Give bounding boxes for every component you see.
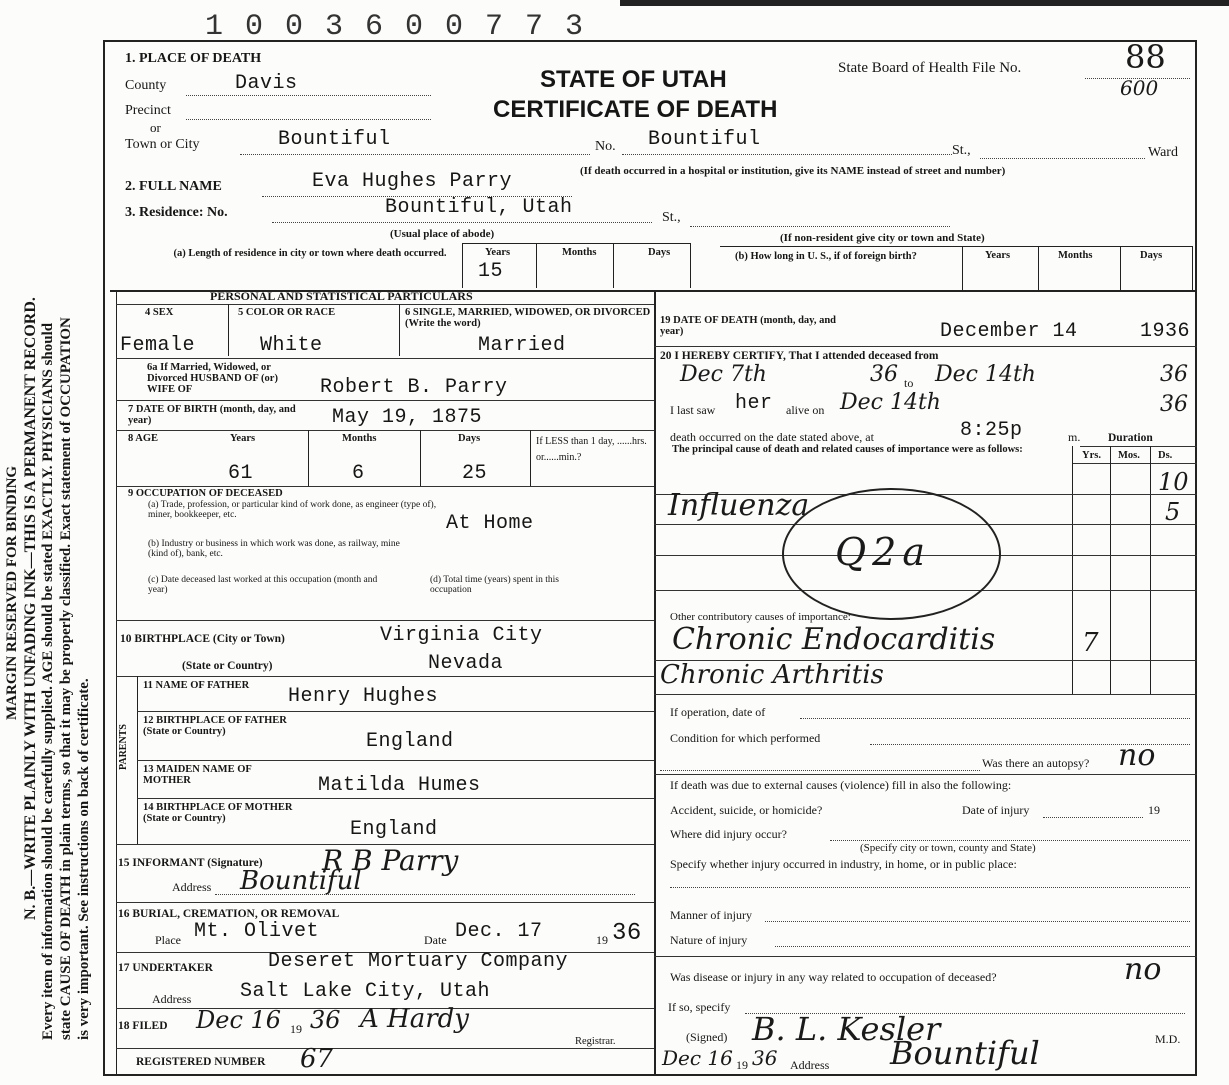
marital-value: Married	[478, 334, 566, 357]
external-causes-label: If death was due to external causes (violence) fill in also the following:	[670, 778, 1012, 792]
manner-injury-label: Manner of injury	[670, 908, 752, 922]
birthplace-state-value: Nevada	[428, 652, 504, 675]
burial-date-label: Date	[424, 933, 447, 947]
other-causes-label: Other contributory causes of importance:	[670, 611, 851, 623]
marital-label: 6 SINGLE, MARRIED, WIDOWED, OR DIVORCED (Write the word)	[405, 307, 651, 330]
mother-birthplace-value: England	[350, 818, 438, 841]
cause-code-value: Q2a	[835, 530, 931, 574]
time-m-label: m.	[1068, 430, 1081, 444]
county-label: County	[125, 78, 167, 93]
occupation-b-label: (b) Industry or business in which work was done, as railway, mine (kind of), bank, etc.	[148, 539, 400, 560]
occupation-related-value: no	[1124, 952, 1162, 987]
parents-side-label: PARENTS	[118, 724, 129, 770]
residence-street-label: St.,	[662, 210, 681, 225]
cause-primary-duration-2: 5	[1165, 498, 1181, 526]
burial-year-value: 36	[612, 920, 642, 947]
occupation-d-label: (d) Total time (years) spent in this occupation	[430, 575, 559, 596]
dob-value: May 19, 1875	[332, 406, 483, 429]
certify-label: 20 I HEREBY CERTIFY, That I attended deceased from	[660, 350, 939, 362]
res-years-value: 15	[478, 260, 504, 283]
injury-date-label: Date of injury	[962, 803, 1030, 817]
informant-address-label: Address	[172, 880, 212, 894]
res-months-header: Months	[562, 247, 597, 258]
birthplace-label: 10 BIRTHPLACE (City or Town)	[120, 633, 285, 645]
if-so-label: If so, specify	[668, 1000, 731, 1014]
alive-on-label: alive on	[786, 403, 825, 417]
nature-injury-label: Nature of injury	[670, 933, 748, 947]
duration-ds-header: Ds.	[1158, 450, 1173, 461]
mother-name-value: Matilda Humes	[318, 774, 481, 797]
file-number-label: State Board of Health File No.	[838, 60, 1022, 76]
duration-yrs-header: Yrs.	[1082, 450, 1101, 461]
operation-label: If operation, date of	[670, 705, 766, 719]
signed-label: (Signed)	[686, 1030, 728, 1044]
town-value: Bountiful	[278, 128, 391, 151]
filed-label: 18 FILED	[118, 1020, 168, 1032]
personal-heading: PERSONAL AND STATISTICAL PARTICULARS	[210, 289, 473, 303]
cause-primary-value: Influenza	[668, 488, 810, 523]
county-value: Davis	[235, 72, 298, 95]
attended-to-value: Dec 14th	[935, 362, 1036, 387]
attended-from-value: Dec 7th	[680, 362, 767, 387]
birthplace-city-value: Virginia City	[380, 624, 543, 647]
time-of-death-value: 8:25p	[960, 419, 1023, 442]
filed-year-value: 36	[310, 1006, 341, 1034]
filed-year-prefix: 19	[290, 1022, 302, 1036]
street-no-value: Bountiful	[648, 128, 761, 151]
occupation-c-label: (c) Date deceased last worked at this occupation (month and year)	[148, 575, 378, 596]
burial-label: 16 BURIAL, CREMATION, OR REMOVAL	[118, 908, 340, 920]
color-label: 5 COLOR OR RACE	[238, 307, 336, 318]
margin-permanent-record-note: N. B.—WRITE PLAINLY WITH UNFADING INK—THIS IS A PERMANENT RECORD.	[22, 297, 39, 920]
cause-primary-duration: 10	[1158, 468, 1189, 496]
father-name-value: Henry Hughes	[288, 685, 439, 708]
registered-number-value: 67	[300, 1044, 334, 1074]
street-no-label: No.	[595, 139, 616, 154]
margin-instructions-line2: state CAUSE OF DEATH in plain terms, so that it may be properly classified. Exact statement of OCCUPATION	[58, 317, 74, 1040]
physician-signature: B. L. Kesler	[752, 1010, 941, 1048]
res-days-header: Days	[648, 247, 671, 258]
attended-to-label: to	[904, 376, 914, 390]
autopsy-value: no	[1118, 738, 1156, 773]
full-name-value: Eva Hughes Parry	[312, 170, 513, 193]
age-years-value: 61	[228, 462, 254, 485]
margin-instructions-line1: Every item of information should be carefully supplied. AGE should be stated EXACTLY. PHYSICIANS should	[40, 322, 56, 1040]
undertaker-address-value: Salt Lake City, Utah	[240, 980, 491, 1003]
undertaker-address-label: Address	[152, 992, 192, 1006]
ward-label: Ward	[1148, 145, 1178, 160]
dob-label: 7 DATE OF BIRTH (month, day, and year)	[128, 404, 296, 427]
place-of-death-heading: 1. PLACE OF DEATH	[125, 51, 262, 66]
autopsy-label: Was there an autopsy?	[982, 756, 1090, 770]
spouse-value: Robert B. Parry	[320, 376, 508, 399]
time-occurred-label: death occurred on the date stated above, at	[670, 430, 874, 444]
res-years-header: Years	[485, 247, 511, 258]
registered-number-label: REGISTERED NUMBER	[136, 1056, 266, 1068]
registrar-label: Registrar.	[575, 1036, 616, 1047]
accident-label: Accident, suicide, or homicide?	[670, 803, 823, 817]
state-title: STATE OF UTAH	[540, 66, 727, 93]
mother-birthplace-label: 14 BIRTHPLACE OF MOTHER (State or Country)	[143, 802, 293, 825]
undertaker-value: Deseret Mortuary Company	[268, 950, 569, 973]
date-of-death-label: 19 DATE OF DEATH (month, day, and year)	[660, 315, 837, 338]
foreign-days-header: Days	[1140, 250, 1163, 261]
occupation-label: 9 OCCUPATION OF DECEASED	[128, 488, 283, 499]
less-than-day-label: If LESS than 1 day, ......hrs. or......min.?	[536, 436, 647, 463]
condition-label: Condition for which performed	[670, 731, 821, 745]
mother-name-label: 13 MAIDEN NAME OF MOTHER	[143, 764, 252, 787]
top-rule	[620, 0, 1229, 6]
physician-sign-year: 36	[752, 1046, 778, 1070]
physician-address-value: Bountiful	[890, 1034, 1040, 1072]
file-number-secondary: 600	[1120, 76, 1159, 100]
physician-sign-year-prefix: 19	[736, 1058, 748, 1072]
burial-place-value: Mt. Olivet	[194, 920, 320, 943]
attended-to-year: 36	[1160, 362, 1188, 387]
age-days-value: 25	[462, 462, 488, 485]
last-saw-date: Dec 14th	[840, 390, 941, 415]
town-label: Town or City	[125, 137, 200, 152]
date-of-death-year: 1936	[1140, 320, 1191, 343]
or-label: or	[150, 120, 161, 135]
duration-label: Duration	[1108, 432, 1153, 444]
nonresident-note: (If non-resident give city or town and State)	[780, 232, 985, 244]
occupation-value: At Home	[446, 512, 534, 535]
age-days-header: Days	[458, 433, 481, 444]
burial-place-label: Place	[155, 933, 181, 947]
foreign-years-header: Years	[985, 250, 1011, 261]
abode-note: (Usual place of abode)	[390, 228, 495, 240]
certificate-title: CERTIFICATE OF DEATH	[493, 96, 778, 123]
last-saw-pronoun: her	[735, 392, 773, 415]
cause-contributory-duration: 7	[1082, 628, 1099, 658]
age-months-value: 6	[352, 462, 365, 485]
certificate-number: 1 0 0 3 6 0 0 7 7 3	[205, 10, 586, 44]
age-months-header: Months	[342, 433, 377, 444]
cause-contributory-value: Chronic Endocarditis	[672, 622, 996, 657]
full-name-label: 2. FULL NAME	[125, 179, 222, 194]
hospital-note: (If death occurred in a hospital or institution, give its NAME instead of street and number)	[580, 165, 1006, 177]
father-birthplace-value: England	[366, 730, 454, 753]
foreign-months-header: Months	[1058, 250, 1093, 261]
occupation-related-label: Was disease or injury in any way related to occupation of deceased?	[670, 970, 997, 984]
margin-instructions-line3: is very important. See instructions on back of certificate.	[76, 678, 92, 1040]
where-injury-label: Where did injury occur?	[670, 827, 787, 841]
informant-signature: R B Parry	[322, 844, 459, 877]
principal-cause-label: The principal cause of death and related causes of importance were as follows:	[672, 444, 1023, 455]
sex-value: Female	[120, 334, 196, 357]
burial-date-value: Dec. 17	[455, 920, 543, 943]
age-years-header: Years	[230, 433, 256, 444]
birthplace-state-label: (State or Country)	[182, 660, 273, 672]
md-label: M.D.	[1155, 1032, 1181, 1046]
cause-other-value: Chronic Arthritis	[660, 660, 884, 690]
length-of-residence-label: (a) Length of residence in city or town where death occurred.	[173, 248, 447, 259]
specify-injury-label: Specify whether injury occurred in industry, in home, or in public place:	[670, 857, 1017, 871]
attended-from-year: 36	[870, 362, 898, 387]
precinct-label: Precinct	[125, 103, 171, 118]
occupation-a-label: (a) Trade, profession, or particular kind of work done, as engineer (type of), miner, bookkeeper, etc.	[148, 500, 437, 521]
informant-label: 15 INFORMANT (Signature)	[118, 857, 263, 869]
injury-year-label: 19	[1148, 803, 1160, 817]
physician-address-label: Address	[790, 1058, 830, 1072]
age-label: 8 AGE	[128, 433, 159, 444]
sex-label: 4 SEX	[145, 307, 174, 318]
residence-value: Bountiful, Utah	[385, 196, 573, 219]
color-value: White	[260, 334, 323, 357]
file-number-value: 88	[1125, 38, 1166, 76]
street-label: St.,	[952, 143, 971, 158]
registrar-signature: A Hardy	[360, 1004, 469, 1034]
father-birthplace-label: 12 BIRTHPLACE OF FATHER (State or Country)	[143, 715, 287, 738]
where-injury-note: (Specify city or town, county and State)	[860, 842, 1036, 854]
informant-address-value: Bountiful	[240, 866, 362, 896]
father-name-label: 11 NAME OF FATHER	[143, 680, 250, 691]
burial-year-prefix: 19	[596, 933, 608, 947]
margin-binding-note: MARGIN RESERVED FOR BINDING	[4, 465, 20, 720]
physician-sign-date: Dec 16	[662, 1046, 733, 1070]
last-saw-label: I last saw	[670, 403, 716, 417]
residence-label: 3. Residence: No.	[125, 205, 228, 220]
date-of-death-value: December 14	[940, 320, 1078, 343]
last-saw-year: 36	[1160, 392, 1188, 417]
duration-mos-header: Mos.	[1118, 450, 1140, 461]
filed-date-value: Dec 16	[196, 1006, 282, 1034]
foreign-birth-label: (b) How long in U. S., if of foreign birth?	[735, 251, 917, 262]
spouse-label: 6a If Married, Widowed, or Divorced HUSBAND OF (or) WIFE OF	[147, 362, 278, 396]
undertaker-label: 17 UNDERTAKER	[118, 962, 213, 974]
